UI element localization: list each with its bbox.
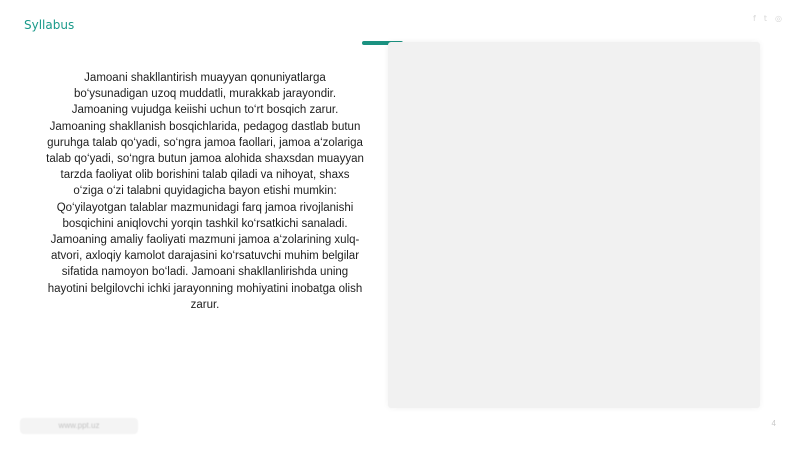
page-number: 4 — [771, 419, 776, 428]
image-placeholder-panel — [388, 42, 760, 408]
twitter-icon[interactable]: t — [763, 14, 768, 23]
facebook-icon[interactable]: f — [753, 14, 756, 23]
instagram-icon[interactable]: ◎ — [775, 14, 782, 23]
body-paragraph: Jamoani shakllantirish muayyan qonuniyatlarga bo‘ysunadigan uzoq muddatli, murakkab jarayondir. Jamoaning vujudga keiishi uchun to‘rt bosqich zarur. Jamoaning shakllanish bosqichlarida, pedagog dastlab butun guruhga talab qo‘yadi, so‘ngra jamoa faollari, jamoa a‘zolariga talab qo‘yadi, so‘ngra butun jamoa alohida shaxsdan muayyan tarzda faoliyat olib borishini talab qiladi va nihoyat, shaxs o‘ziga o‘zi talabni quyidagicha bayon etishi mumkin: Qo‘yilayotgan talablar mazmunidagi farq jamoa rivojlanishi bosqichini aniqlovchi yorqin tashkil ko‘rsatkichi sanaladi. Jamoaning amaliy faoliyati mazmuni jamoa a‘zolarining xulq-atvori, axloqiy kamolot darajasini ko‘rsatuvchi muhim belgilar sifatida namoyon bo‘ladi. Jamoani shakllanlirishda uning hayotini belgilovchi ichki jarayonning mohiyatini inobatga olish zarur. — [46, 72, 364, 311]
social-icons — [753, 13, 782, 25]
slide-title: Syllabus — [24, 18, 75, 32]
footer-url: www.ppt.uz — [20, 418, 138, 434]
